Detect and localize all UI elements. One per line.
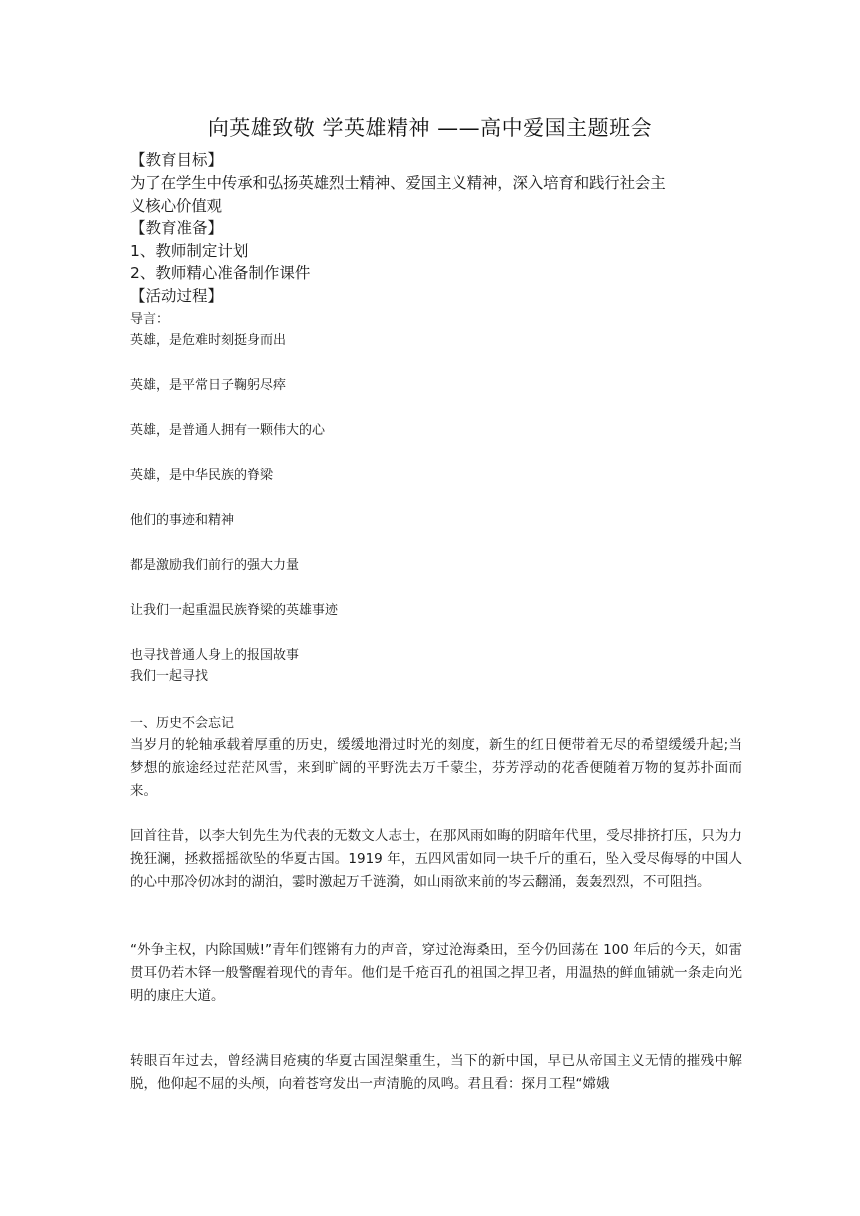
- prep-section: [130, 217, 742, 307]
- body-paragraph: 当岁月的轮轴承载着厚重的历史，缓缓地滑过时光的刻度，新生的红日便带着无尽的希望缓缓升起;当梦想的旅途经过茫茫风雪，来到旷阔的平野洗去万千蒙尘，芬芳浮动的花香便随着万物的复苏扑面而来。: [130, 737, 742, 799]
- intro-label: 导言：: [130, 312, 170, 327]
- intro-line: 英雄，是危难时刻挺身而出: [130, 333, 287, 348]
- body-paragraph: “外争主权，内除国贼!”青年们铿锵有力的声音，穿过沧海桑田，至今仍回荡在 100 年后的今天，如雷贯耳仍若木铎一般警醒着现代的青年。他们是千疮百孔的祖国之捍卫者，用温热的鲜血铺就一条走向光明的康庄大道。: [130, 942, 742, 1004]
- body-paragraph: 回首往昔，以李大钊先生为代表的无数文人志士，在那风雨如晦的阴暗年代里，受尽排挤打压，只为力挽狂澜，拯救摇摇欲坠的华夏古国。1919 年，五四风雷如同一块千斤的重石，坠入受尽侮辱的中国人的心中那冷仞冰封的湖泊，霎时激起万千涟漪，如山雨欲来前的岑云翻涌，轰轰烈烈，不可阻挡。: [130, 828, 742, 890]
- goal-section: [130, 149, 742, 172]
- intro-line: 都是激励我们前行的强大力量: [130, 558, 300, 573]
- goal-text: [130, 172, 742, 217]
- intro-line: 英雄，是中华民族的脊梁: [130, 468, 274, 483]
- goal-text-line-1: 为了在学生中传承和弘扬英雄烈士精神、爱国主义精神，深入培育和践行社会主: [130, 174, 666, 192]
- section-heading: 一、历史不会忘记: [130, 716, 235, 731]
- intro-line: 他们的事迹和精神: [130, 513, 235, 528]
- prep-heading: 【教育准备】: [130, 219, 224, 237]
- intro-line: 我们一起寻找: [130, 669, 209, 684]
- intro-line: 英雄，是平常日子鞠躬尽瘁: [130, 378, 287, 393]
- body-paragraph: 转眼百年过去，曾经满目疮痍的华夏古国涅槃重生，当下的新中国，早已从帝国主义无情的摧残中解脱，他仰起不屈的头颅，向着苍穹发出一声清脆的凤鸣。君且看：探月工程“嫦娥: [130, 1053, 742, 1092]
- intro-line: 也寻找普通人身上的报国故事: [130, 648, 300, 663]
- intro-line: 让我们一起重温民族脊梁的英雄事迹: [130, 603, 339, 618]
- document-title: 向英雄致敬 学英雄精神 ——高中爱国主题班会: [207, 116, 653, 140]
- intro-line: 英雄，是普通人拥有一颗伟大的心: [130, 423, 326, 438]
- prep-item: 2、教师精心准备制作课件: [130, 264, 311, 282]
- goal-heading: 【教育目标】: [130, 151, 224, 169]
- process-heading: 【活动过程】: [130, 286, 224, 305]
- goal-text-line-2: 义核心价值观: [130, 196, 222, 215]
- prep-item: 1、教师制定计划: [130, 241, 249, 260]
